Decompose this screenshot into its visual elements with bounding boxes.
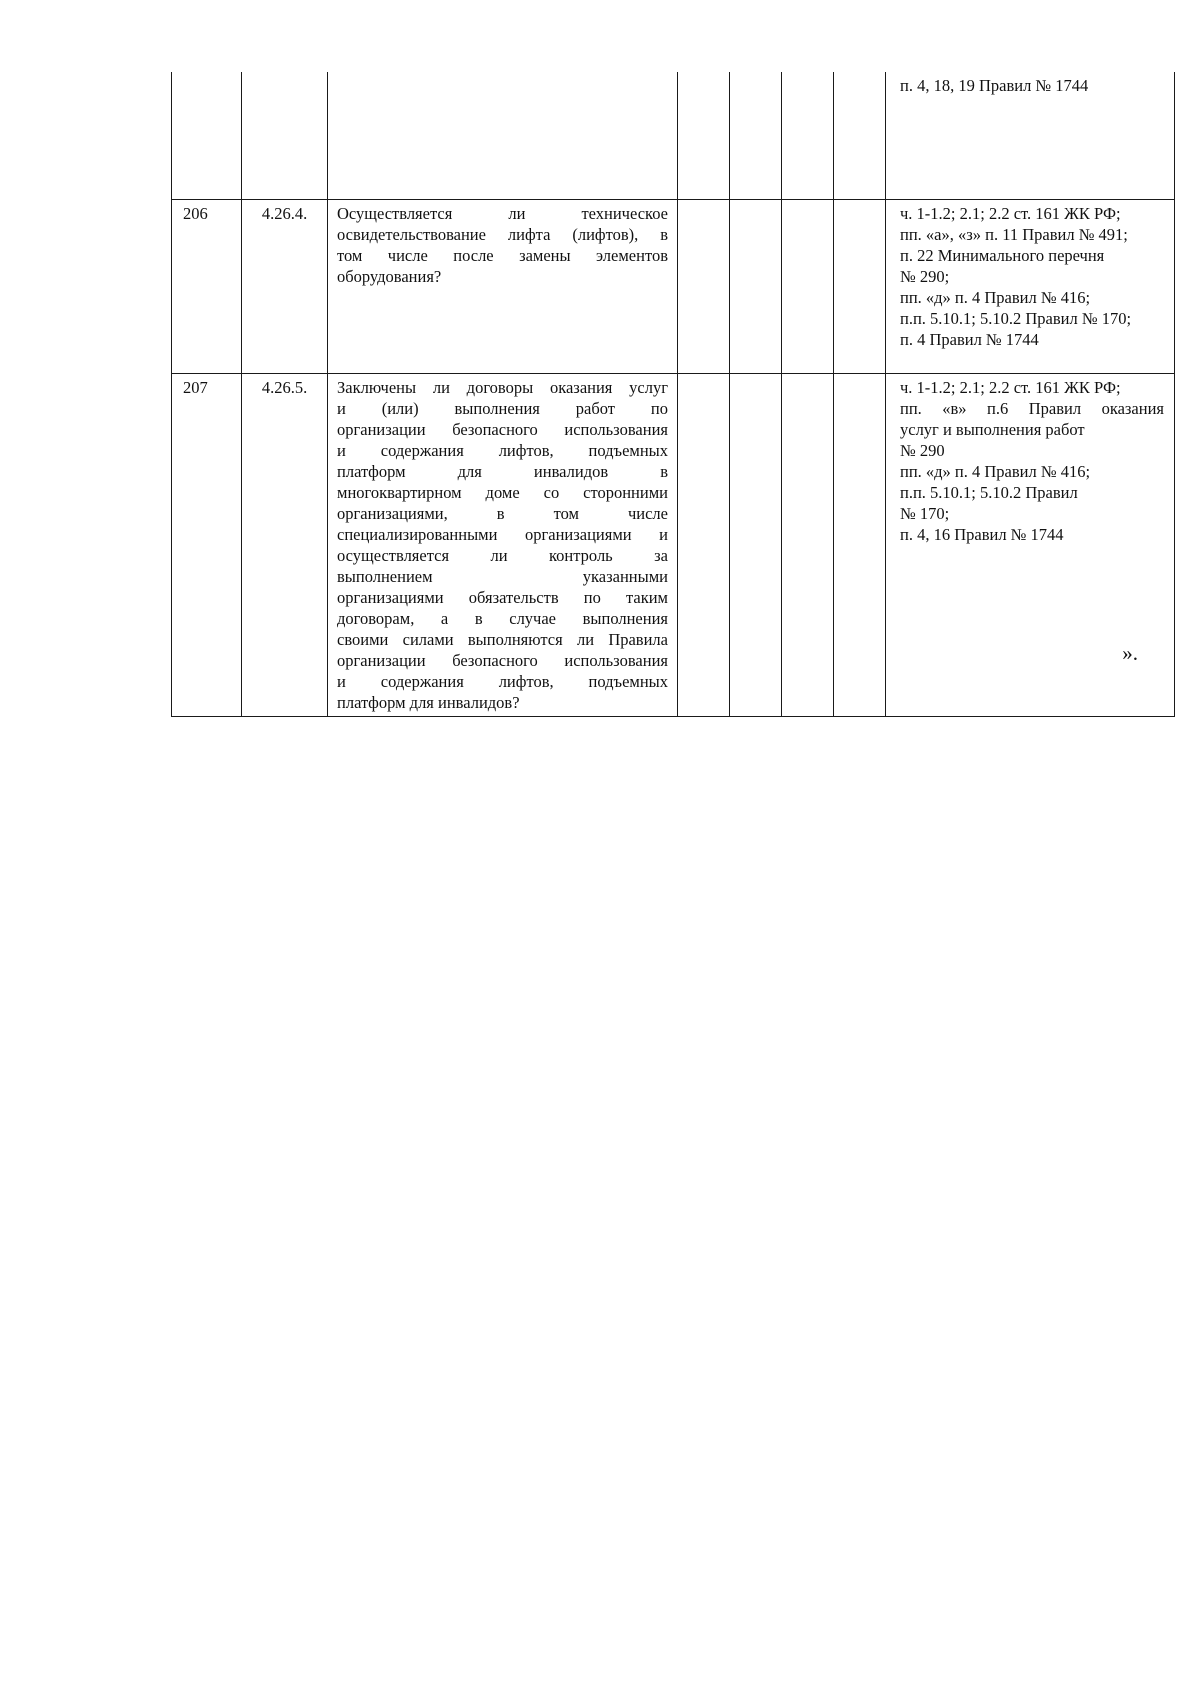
answer-na-cell (782, 72, 834, 199)
question-line: платформ для инвалидов в (337, 461, 668, 481)
reference-line: ч. 1-1.2; 2.1; 2.2 ст. 161 ЖК РФ; (900, 377, 1121, 397)
row-code (242, 72, 328, 199)
closing-quote-mark: ». (1122, 640, 1138, 665)
question-line: освидетельствование лифта (лифтов), в (337, 224, 668, 244)
reference-line: № 170; (900, 503, 950, 523)
answer-yes-cell (678, 72, 730, 199)
answer-yes-cell (678, 199, 730, 373)
answer-no-cell (730, 72, 782, 199)
requirements-table (171, 72, 1175, 717)
answer-yes-cell (678, 373, 730, 716)
reference-line: п. 4 Правил № 1744 (900, 329, 1039, 349)
reference-line: п. 4, 16 Правил № 1744 (900, 524, 1064, 544)
question-line: Заключены ли договоры оказания услуг (337, 377, 668, 397)
row-code: 4.26.5. (242, 373, 328, 716)
question-cell (328, 373, 678, 716)
reference-cell (886, 373, 1175, 716)
row-number: 206 (172, 199, 242, 373)
reference-line: № 290; (900, 266, 950, 286)
question-line: организациями обязательств по таким (337, 587, 668, 607)
question-line: организации безопасного использования (337, 650, 668, 670)
reference-line: пп. «д» п. 4 Правил № 416; (900, 461, 1091, 481)
answer-no-cell (730, 373, 782, 716)
reference-line: пп. «д» п. 4 Правил № 416; (900, 287, 1091, 307)
question-line: Осуществляется ли техническое (337, 203, 668, 223)
row-code: 4.26.4. (242, 199, 328, 373)
row-number (172, 72, 242, 199)
question-line: организациями, в том числе (337, 503, 668, 523)
reference-line: пп. «в» п.6 Правил оказания (900, 398, 1164, 418)
reference-line: п.п. 5.10.1; 5.10.2 Правил № 170; (900, 308, 1132, 328)
reference-cell (886, 72, 1175, 199)
question-line: и содержания лифтов, подъемных (337, 671, 668, 691)
reference-line: № 290 (900, 440, 945, 460)
question-line: организации безопасного использования (337, 419, 668, 439)
question-line: том числе после замены элементов (337, 245, 668, 265)
reference-line: пп. «а», «з» п. 11 Правил № 491; (900, 224, 1128, 244)
reference-cell (886, 199, 1175, 373)
question-line: выполнением указанными (337, 566, 668, 586)
question-line: оборудования? (337, 266, 442, 286)
question-line: своими силами выполняются ли Правила (337, 629, 668, 649)
notes-cell (834, 199, 886, 373)
table-row (172, 373, 1175, 716)
answer-na-cell (782, 373, 834, 716)
question-line: многоквартирном доме со сторонними (337, 482, 668, 502)
question-line: договорам, а в случае выполнения (337, 608, 668, 628)
question-line: осуществляется ли контроль за (337, 545, 668, 565)
question-cell (328, 72, 678, 199)
reference-line: ч. 1-1.2; 2.1; 2.2 ст. 161 ЖК РФ; (900, 203, 1121, 223)
reference-line: услуг и выполнения работ (900, 419, 1085, 439)
notes-cell (834, 373, 886, 716)
table-row (172, 72, 1175, 199)
row-number: 207 (172, 373, 242, 716)
reference-line: п. 22 Минимального перечня (900, 245, 1105, 265)
answer-no-cell (730, 199, 782, 373)
notes-cell (834, 72, 886, 199)
answer-na-cell (782, 199, 834, 373)
reference-line: п.п. 5.10.1; 5.10.2 Правил (900, 482, 1078, 502)
question-line: и содержания лифтов, подъемных (337, 440, 668, 460)
table-row (172, 199, 1175, 373)
question-line: и (или) выполнения работ по (337, 398, 668, 418)
question-cell (328, 199, 678, 373)
question-line: платформ для инвалидов? (337, 692, 520, 712)
reference-line: п. 4, 18, 19 Правил № 1744 (900, 76, 1089, 95)
question-line: специализированными организациями и (337, 524, 668, 544)
